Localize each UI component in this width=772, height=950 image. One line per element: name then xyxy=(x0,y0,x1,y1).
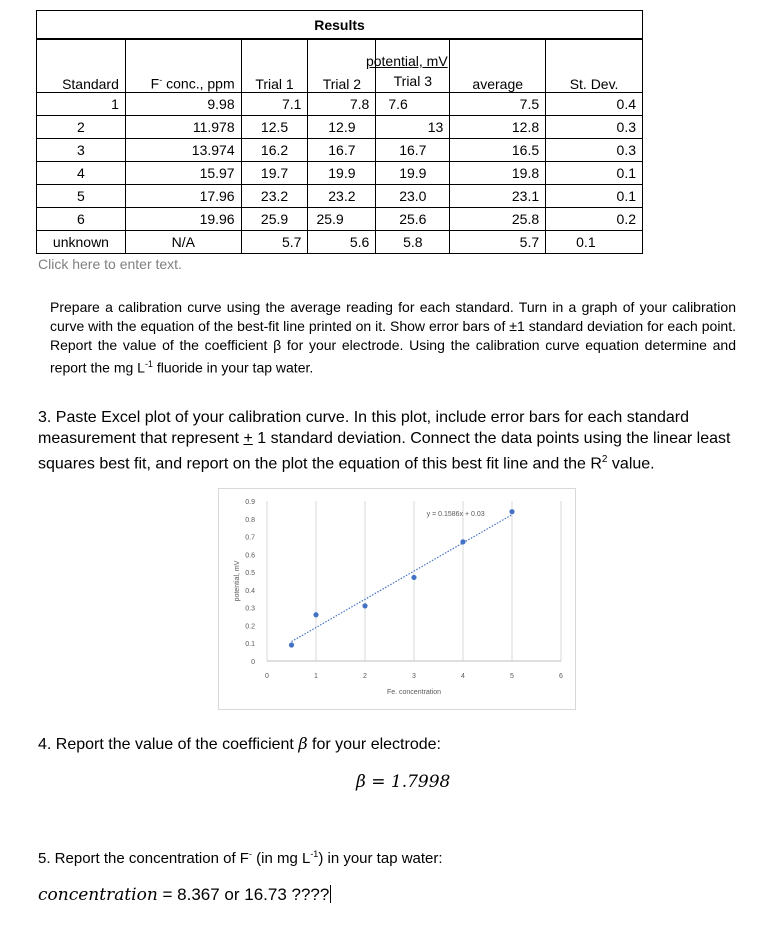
data-point xyxy=(460,539,465,544)
x-tick-label: 1 xyxy=(314,673,318,680)
x-tick-label: 3 xyxy=(412,673,416,680)
data-point xyxy=(509,509,514,514)
text-cursor xyxy=(330,885,331,903)
header-stdev: St. Dev. xyxy=(546,39,643,93)
question-3: 3. Paste Excel plot of your calibration curve. In this plot, include error bars for each standard measurement that represent + 1 standard deviation. Connect the data points using the linear least squares best fit, and report on the plot the equation of this best fit line and the $R^2$ value. xyxy=(38,409,731,473)
chart-svg xyxy=(219,489,575,709)
data-point xyxy=(313,612,318,617)
text-placeholder[interactable]: Click here to enter text. xyxy=(38,256,182,272)
y-tick-label: 0.6 xyxy=(245,552,255,560)
table-row: 2 11.978 12.5 12.9 13 12.8 0.3 xyxy=(37,116,643,139)
table-row: 1 9.98 7.1 7.8 7.6 7.5 0.4 xyxy=(37,93,643,116)
header-trial3: potential, mV Trial 3 xyxy=(376,39,450,93)
y-tick-label: 0.9 xyxy=(245,499,255,506)
trendline-equation: y = 0.1586x + 0.03 xyxy=(426,511,485,519)
concentration-value: 8.367 or 16.73 ???? xyxy=(177,885,330,904)
data-point xyxy=(362,603,367,608)
question-5: 5. Report the concentration of F- (in mg $L^{-1}$) in your tap water: xyxy=(38,849,443,867)
header-potential-group: potential, mV xyxy=(365,53,448,69)
table-row: 5 17.96 23.2 23.2 23.0 23.1 0.1 xyxy=(37,185,643,208)
header-standard: Standard xyxy=(37,39,126,93)
table-title-row xyxy=(37,11,643,40)
trendline xyxy=(292,515,513,642)
table-row: 6 19.96 25.9 25.9 25.6 25.8 0.2 xyxy=(37,208,643,231)
y-tick-label: 0.1 xyxy=(245,641,255,649)
x-tick-label: 2 xyxy=(363,673,367,680)
table-row: 4 15.97 19.7 19.9 19.9 19.8 0.1 xyxy=(37,162,643,185)
concentration-label: concentration xyxy=(38,885,158,905)
y-axis-title: potential, mV xyxy=(234,560,241,602)
y-tick-label: 0.8 xyxy=(245,516,255,524)
data-point xyxy=(289,642,294,647)
x-tick-label: 6 xyxy=(559,673,563,680)
x-tick-label: 4 xyxy=(461,673,465,680)
y-tick-label: 0.7 xyxy=(245,534,255,542)
x-axis-title: Fe. concentration xyxy=(386,689,442,696)
table-title: Results xyxy=(37,11,643,40)
table-row: unknown N/A 5.7 5.6 5.8 5.7 0.1 xyxy=(37,231,643,254)
table-header-row xyxy=(37,39,643,93)
question-4: 4. Report the value of the coefficient β for your electrode: xyxy=(38,734,441,753)
y-tick-label: 0.4 xyxy=(245,587,255,595)
x-tick-label: 5 xyxy=(510,673,514,680)
x-tick-label: 0 xyxy=(265,673,269,680)
concentration-answer[interactable]: concentration = 8.367 or 16.73 ???? xyxy=(38,885,330,905)
data-point xyxy=(411,575,416,580)
y-tick-label: 0.5 xyxy=(245,570,255,578)
header-trial1: Trial 1 xyxy=(241,39,308,93)
y-tick-label: 0.3 xyxy=(245,605,255,613)
y-tick-label: 0.2 xyxy=(245,623,255,631)
beta-answer: β = 1.7998 xyxy=(356,772,451,792)
calibration-chart[interactable] xyxy=(218,488,576,710)
y-tick-label: 0 xyxy=(251,659,255,666)
header-concentration: F- conc., ppm xyxy=(125,39,241,93)
results-table xyxy=(36,10,643,254)
header-average: average xyxy=(450,39,546,93)
table-row: 3 13.974 16.2 16.7 16.7 16.5 0.3 xyxy=(37,139,643,162)
instructions-paragraph: Prepare a calibration curve using the average reading for each standard. Turn in a graph of your calibration curve with the equation of the best-fit line printed on it. Show error bars of ±1 standard deviation for each point. Report the value of the coefficient β for your electrode. Using the calibration curve equation determine and report the mg $L^{-1}$ fluoride in your tap water. xyxy=(50,299,736,376)
header-trial2: Trial 2 xyxy=(308,39,376,93)
